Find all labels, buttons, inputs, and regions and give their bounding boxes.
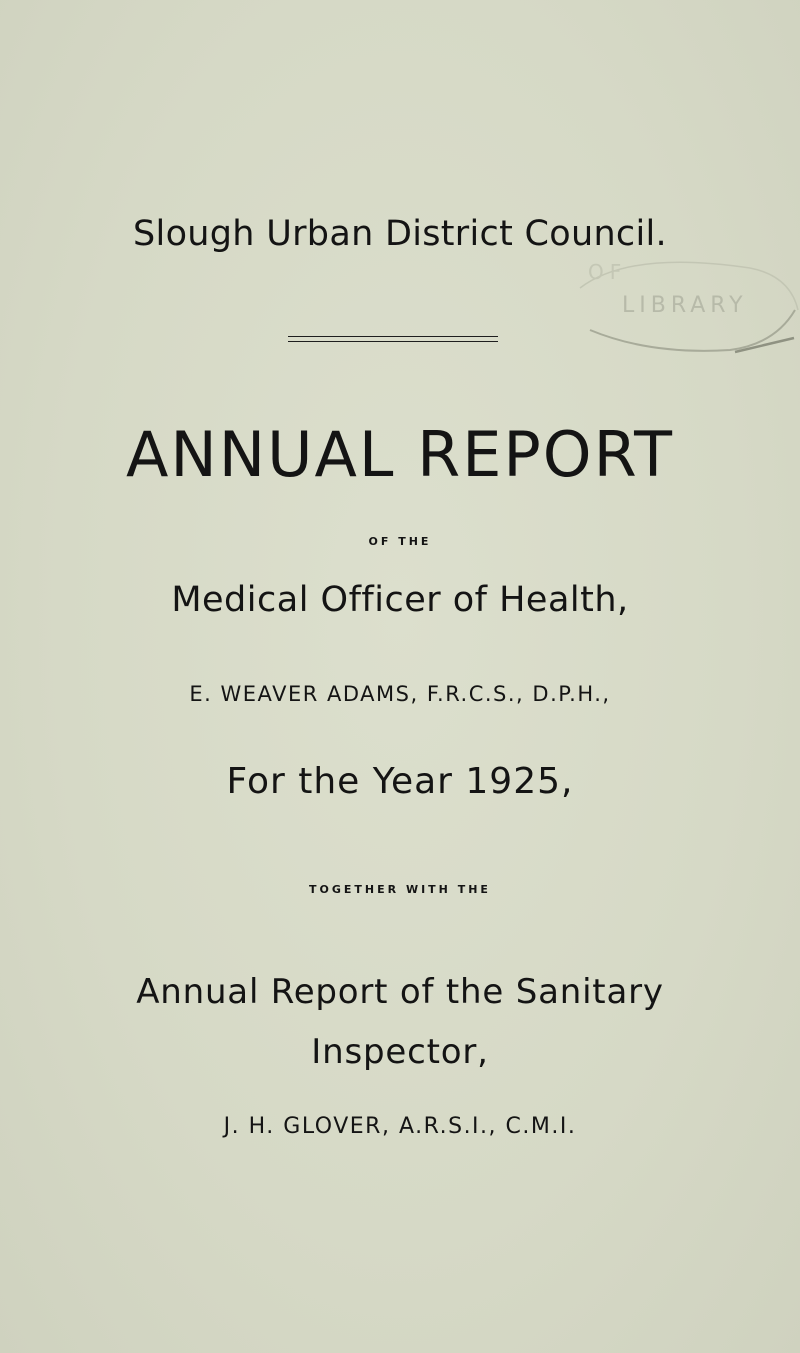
double-rule-top [288, 336, 498, 337]
stamp-fragment: OF [588, 260, 628, 284]
library-stamp-graphic [570, 240, 800, 370]
library-stamp [570, 240, 800, 370]
together-with-caption: TOGETHER WITH THE [309, 883, 491, 896]
double-rule-bottom [288, 341, 498, 342]
report-title: ANNUAL REPORT [125, 418, 675, 491]
stamp-text: LIBRARY [622, 293, 748, 318]
of-the-caption: OF THE [368, 535, 432, 548]
officer-title: Medical Officer of Health, [171, 580, 629, 620]
sanitary-inspector-title: Inspector, [311, 1032, 489, 1072]
year-line: For the Year 1925, [226, 761, 574, 802]
officer-name: E. WEAVER ADAMS, F.R.C.S., D.P.H., [189, 682, 611, 706]
inspector-name: J. H. GLOVER, A.R.S.I., C.M.I. [223, 1114, 577, 1139]
sanitary-report-title: Annual Report of the Sanitary [136, 972, 664, 1012]
council-title: Slough Urban District Council. [133, 214, 667, 254]
